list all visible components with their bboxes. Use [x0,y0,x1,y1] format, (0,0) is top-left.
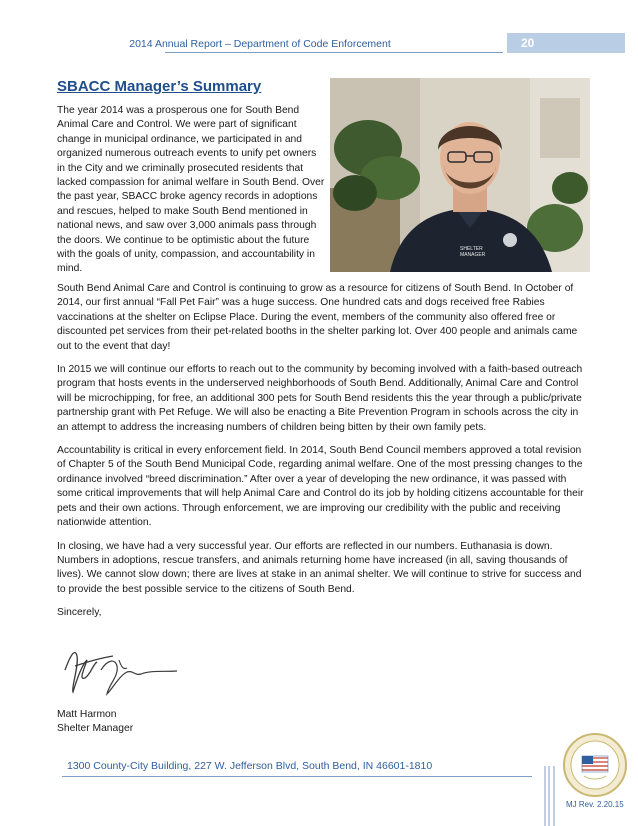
signature [57,636,182,702]
shirt-text-2: MANAGER [460,252,486,258]
sign-off: Sincerely, [57,607,102,619]
header-rule [165,52,503,53]
revision-note: MJ Rev. 2.20.15 [566,800,624,809]
footer-rule [62,776,532,777]
person-photo-icon [330,78,590,272]
shirt-text-1: SHELTER [460,246,483,252]
paragraph-2015-plans: In 2015 we will continue our efforts to reach out to the community by becoming involved with a faith-based outreach program that hosts events in the underserved neighborhoods of South Bend. Additionally, Animal Care and Control will be microchipping, for free, an additional 300 pets for South Bend residents this the year through a public/private partnership grant with Pet Refuge. We will also be enacting a Bite Prevention Program in schools across the city in an attempt to address the increasing numbers of children being bitten by their own family pets. [57,364,583,433]
body-text [57,282,589,630]
paragraph-accountability: Accountability is critical in every enforcement field. In 2014, South Bend Council members approved a total revision of Chapter 5 of the South Bend Municipal Code, regarding animal welfare. One of the most pressing changes to the ordinance involved “breed discrimination.” After over a year of developing the new ordinance, it was passed with some critical improvements that will help Animal Care and Control do its job by holding citizens accountable for their pets and their own actions. Through enforcement, we are improving our credibility with the public and receiving nationwide attention. [57,445,584,529]
city-seal-icon [562,732,628,798]
signature-icon [57,636,182,702]
section-title: SBACC Manager’s Summary [57,78,262,95]
footer-vertical-lines [543,766,557,826]
page-number: 20 [507,33,625,53]
paragraph-closing: In closing, we have had a very successful year. Our efforts are reflected in our numbers. Euthanasia is down. Numbers in adoptions, rescue transfers, and animals returning home have increased (in all, saving thousands of lives). We cannot slow down; there are lives at stake in an animal shelter. We will continue to strive for success and to provide the best possible service to the citizens of South Bend. [57,540,582,595]
city-seal [562,732,628,798]
signer-name: Matt Harmon [57,709,117,720]
header-title: 2014 Annual Report – Department of Code Enforcement [129,38,391,50]
manager-photo [330,78,590,272]
intro-paragraph: The year 2014 was a prosperous one for South Bend Animal Care and Control. We were part of significant change in municipal ordinance, we participated in and organized numerous outreach events to unify pet owners in the City and we criminally prosecuted residents that lacked compassion for animal welfare in South Bend. Over the past year, SBACC broke agency records in adoptions and rescues, helped to make South Bend mentioned in national news, and saw over 3,000 animals pass through the doors. We continue to be optimistic about the future with the goals of unity, compassion, and accountability in mind. [57,105,325,275]
footer-address: 1300 County-City Building, 227 W. Jefferson Blvd, South Bend, IN 46601-1810 [67,760,433,772]
paragraph-fall-pet-fair: South Bend Animal Care and Control is continuing to grow as a resource for citizens of South Bend. In October of 2014, our first annual “Fall Pet Fair” was a huge success. One hundred cats and dogs received free Rabies vaccinations at the shelter on Eclipse Place. During the event, members of the community also offered free or discounted pet services from their pet-related booths in the shelter parking lot. Over 400 people and animals came out to the event that day! [57,283,578,352]
signer-title: Shelter Manager [57,723,134,734]
